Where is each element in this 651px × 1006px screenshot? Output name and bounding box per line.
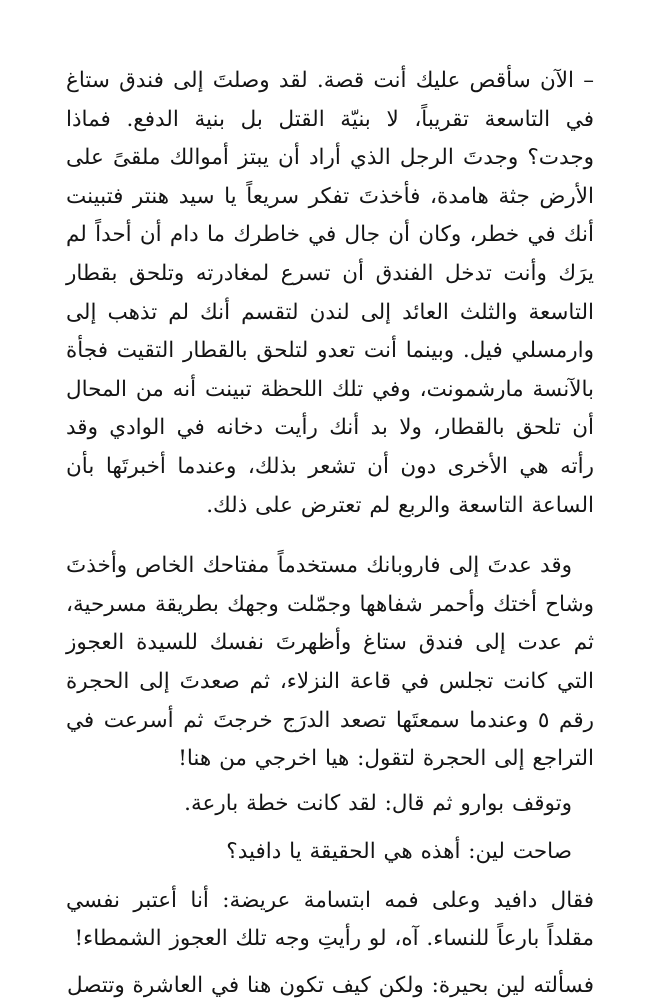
paragraph-poirot-story: – الآن سأقص عليك أنت قصة. لقد وصلتَ إلى فندق ستاغ في التاسعة تقريباً، لا بنيّة القتل بل بنية الدفع. فماذا وجدت؟ وجدتَ الرجل الذي أراد أن يبتز أموالك ملقىً على الأرض جثة هامدة، فأخذتَ تفكر سريعاً يا سيد هنتر فتبينت أنك في خطر، وكان أن جال في خاطرك ما دام أن أحداً لم يرَك وأنت تدخل الفندق أن تسرع لمغادرته وتلحق بقطار التاسعة والثلث العائد إلى لندن لتقسم أنك لم تذهب إلى وارمسلي فيل. وبينما أنت تعدو لتلحق بالقطار التقيت فجأة بالآنسة مارشمونت، وفي تلك اللحظة تبينت أنه من المحال أن تلحق بالقطار، ولا بد أنك رأيت دخانه في الوادي وقد رأته هي الأخرى دون أن تشعر بذلك، وعندما أخبرتَها بأن الساعة التاسعة والربع لم تعترض على ذلك. [66, 68, 594, 518]
book-page [66, 62, 594, 1006]
paragraph-poirot-pause: وتوقف بوارو ثم قال: لقد كانت خطة بارعة. [184, 790, 572, 816]
paragraph-farrowbank-return: وقد عدتَ إلى فاروبانك مستخدماً مفتاحك الخاص وأخذتَ وشاح أختك وأحمر شفاهها وجمّلت وجهك بطريقة مسرحية، ثم عدت إلى فندق ستاغ وأظهرتَ نفسك للسيدة العجوز التي كانت تجلس في قاعة النزلاء، ثم صعدتَ إلى الحجرة رقم ٥ وعندما سمعتَها تصعد الدرَج خرجتَ ثم أسرعت في التراجع إلى الحجرة لتقول: هيا اخرجي من هنا! [66, 553, 594, 772]
paragraph-david-reply: فقال دافيد وعلى فمه ابتسامة عريضة: أنا أعتبر نفسي مقلداً بارعاً للنساء. آه، لو رأيتِ وجه تلك العجوز الشمطاء! [66, 887, 594, 952]
paragraph-lynn-question: صاحت لين: أهذه هي الحقيقة يا دافيد؟ [226, 839, 572, 865]
paragraph-lynn-asks: فسألته لين بحيرة: ولكن كيف تكون هنا في العاشرة وتتصل [66, 973, 594, 999]
